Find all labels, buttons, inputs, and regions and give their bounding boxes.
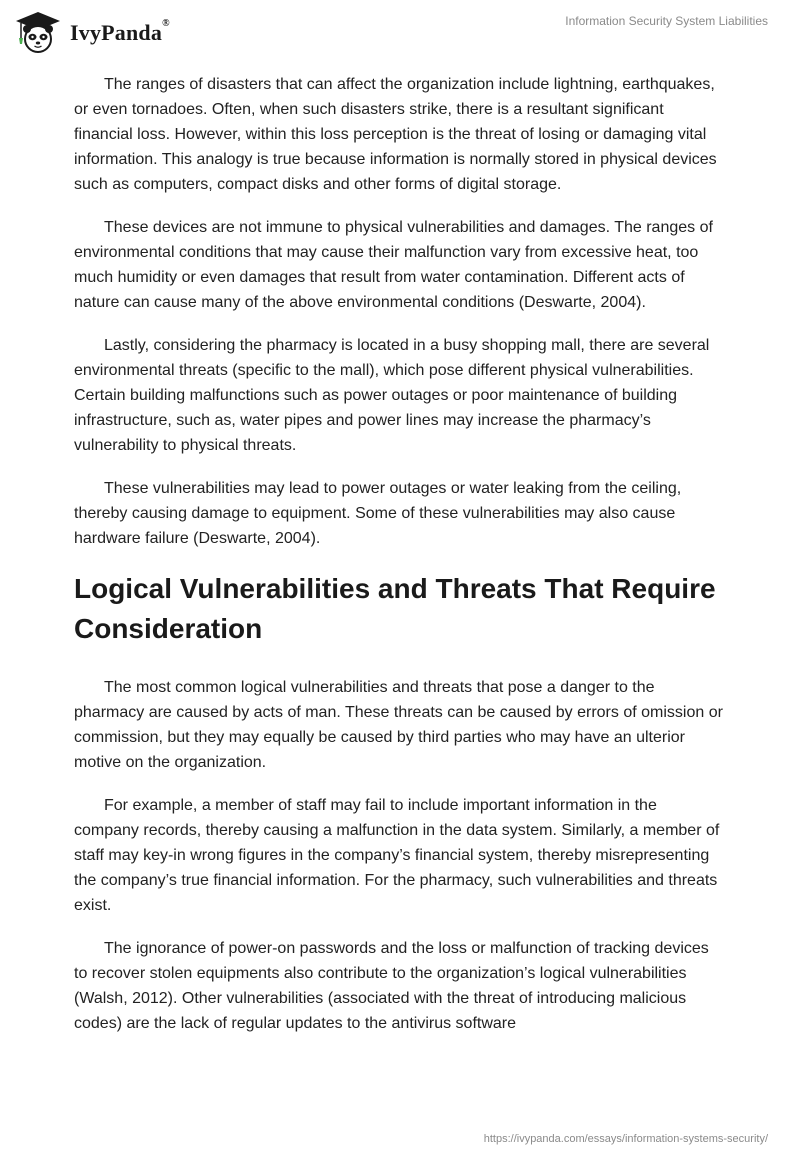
paragraph-1: The ranges of disasters that can affect the organization include lightning, earthquakes, or even tornadoes. Often, when such disasters strike, there is a resultant significant financial loss. However, within this loss perception is the threat of losing or damaging vital information. This analogy is true because information is normally stored in physical devices such as computers, compact disks and other forms of digital storage. (74, 76, 717, 193)
panda-graduate-icon (14, 8, 62, 56)
page-header (0, 0, 800, 70)
paragraph-3: Lastly, considering the pharmacy is located in a busy shopping mall, there are several environmental threats (specific to the mall), which pose different physical vulnerabilities. Certain building malfunctions such as power outages or poor maintenance of building infrastructure, such as, water pipes and power lines may increase the pharmacy’s vulnerability to physical threats. (74, 337, 710, 454)
paragraph-5: The most common logical vulnerabilities and threats that pose a danger to the pharmacy are caused by acts of man. These threats can be caused by errors of omission or commission, but they may equally be caused by third parties who may have an ulterior motive on the organization. (74, 679, 723, 771)
paragraph-4: These vulnerabilities may lead to power outages or water leaking from the ceiling, thereby causing damage to equipment. Some of these vulnerabilities may also cause hardware failure (Deswarte, 2004). (74, 480, 682, 547)
source-url[interactable]: https://ivypanda.com/essays/information-systems-security/ (483, 1133, 768, 1145)
paragraph-7: The ignorance of power-on passwords and the loss or malfunction of tracking devices to recover stolen equipments also contribute to the organization’s logical vulnerabilities (Walsh, 2012). Other vulnerabilities (associated with the threat of introducing malicious codes) are the lack of regular updates to the antivirus software (74, 940, 709, 1032)
paragraph-2: These devices are not immune to physical vulnerabilities and damages. The ranges of environmental conditions that may cause their malfunction vary from excessive heat, too much humidity or even damages that result from water contamination. Different acts of nature can cause many of the above environmental conditions (Deswarte, 2004). (74, 219, 713, 311)
registered-mark: ® (162, 18, 170, 29)
brand-logo[interactable] (14, 8, 170, 56)
brand-name (70, 20, 170, 46)
brand-name-text: IvyPanda (70, 20, 163, 45)
section-heading: Logical Vulnerabilities and Threats That Require Consideration (74, 573, 716, 644)
document-title: Information Security System Liabilities (565, 14, 768, 28)
paragraph-6: For example, a member of staff may fail to include important information in the company records, thereby causing a malfunction in the data system. Similarly, a member of staff may key-in wrong figures in the company’s financial system, thereby misrepresenting the company’s true financial information. For the pharmacy, such vulnerabilities and threats exist. (74, 797, 720, 914)
essay-body (74, 72, 726, 1054)
